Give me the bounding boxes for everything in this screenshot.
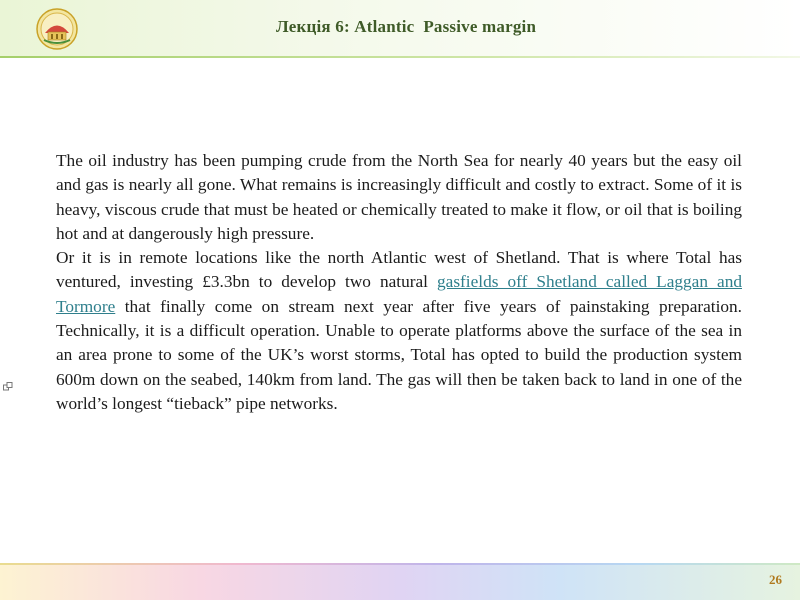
paragraph-2	[56, 246, 742, 416]
gasfields-link[interactable]: gasfields off Shetland called Laggan and Tormore	[56, 272, 742, 316]
slide-title: Лекція 6: Atlantic Passive margin	[276, 17, 537, 36]
body-text	[56, 149, 742, 416]
link-marker-icon	[3, 382, 13, 391]
paragraph-2-start: Or it is in remote locations like the north Atlantic west of Shetland. That is where Total has ventured, investing £3.3bn to develop two natural	[56, 248, 742, 292]
footer-bar	[0, 565, 800, 600]
page-number: 26	[769, 572, 782, 587]
paragraph-2-end: that finally come on stream next year after five years of painstaking preparation. Technically, it is a difficult operation. Unable to operate platforms above the surface of the sea in an area prone to some of the UK’s worst storms, Total has opted to build the production system 600m down on the seabed, 140km from land. The gas will then be taken back to land in one of the world’s longest “tieback” pipe networks.	[56, 296, 742, 413]
university-emblem-icon	[36, 8, 78, 50]
paragraph-1: The oil industry has been pumping crude from the North Sea for nearly 40 years but the easy oil and gas is nearly all gone. What remains is increasingly difficult and costly to extract. Some of it is heavy, viscous crude that must be heated or chemically treated to make it flow, or oil that is boiling hot and at dangerously high pressure.	[56, 151, 742, 243]
header-divider	[0, 56, 800, 58]
